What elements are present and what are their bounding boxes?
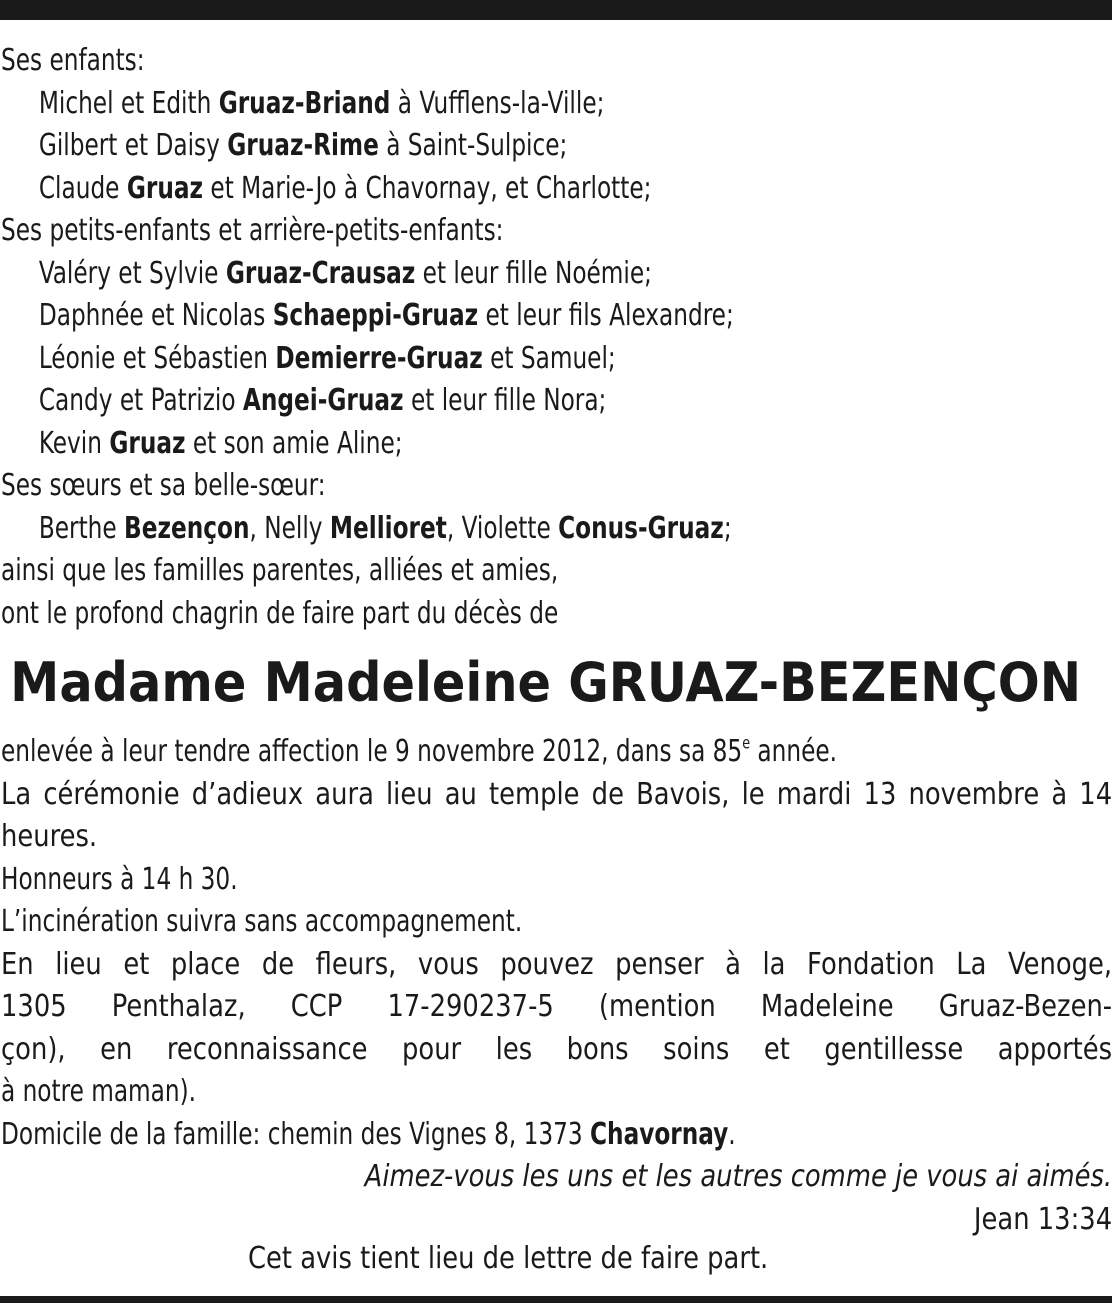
death-text: enlevée à leur tendre affection le 9 novembre 2012, dans sa 85 (1, 734, 743, 769)
death-text-end: année. (750, 734, 838, 769)
entry-rest: à Vufflens-la-Ville; (390, 85, 605, 121)
grandchild-entry (1, 253, 954, 296)
given-names: Claude (38, 170, 127, 206)
surname: Gruaz-Rime (227, 128, 379, 163)
child-entry (1, 125, 954, 168)
entry-rest: à Saint-Sulpice; (378, 128, 568, 163)
footer-note: Cet avis tient lieu de lettre de faire part. (248, 1241, 769, 1276)
entry-rest: et son amie Aline; (185, 425, 403, 461)
donation-line: En lieu et place de fleurs, vous pouvez penser à la Fondation La Venoge, (1, 946, 1112, 982)
grandchild-entry (1, 295, 954, 338)
domicile-line (1, 1114, 954, 1157)
given-names: Gilbert et Daisy (38, 128, 228, 163)
given-names: Kevin (38, 425, 110, 461)
children-heading: Ses enfants: (1, 43, 145, 78)
donation-line: çon), en reconnaissance pour les bons soins et gentillesse apportés (1, 1031, 1112, 1067)
donation-line: 1305 Penthalaz, CCP 17-290237-5 (mention Madeleine Gruaz-Bezen- (1, 989, 1112, 1024)
entry-rest: et Marie-Jo à Chavornay, et Charlotte; (203, 170, 652, 206)
obituary-notice (1, 40, 1112, 1241)
given-names: Michel et Edith (38, 85, 219, 121)
punctuation: . (728, 1116, 736, 1152)
child-entry (1, 168, 954, 211)
child-entry (1, 83, 954, 126)
surname: Mellioret (329, 510, 447, 546)
given-name: Berthe (38, 510, 125, 546)
cremation-line: L’incinération suivra sans accompagnement. (1, 904, 523, 939)
families-line: ainsi que les familles parentes, alliées et amies, (1, 553, 559, 588)
surname: Gruaz-Briand (218, 85, 391, 121)
entry-rest: et leur fils Alexandre; (478, 298, 734, 333)
deceased-name: Madame Madeleine GRUAZ-BEZENÇON (10, 651, 1082, 714)
surname: Bezençon (124, 510, 250, 546)
entry-rest: et leur fille Noémie; (415, 255, 652, 291)
entry-rest: et leur fille Nora; (403, 383, 607, 418)
surname: Angei-Gruaz (242, 383, 404, 418)
given-names: Daphnée et Nicolas (38, 298, 273, 333)
surname: Conus-Gruaz (558, 510, 724, 546)
grandchild-entry (1, 423, 954, 466)
grandchild-entry (1, 380, 954, 423)
announcement-line: ont le profond chagrin de faire part du décès de (1, 595, 559, 631)
honours-line: Honneurs à 14 h 30. (1, 861, 238, 897)
surname: Demierre-Gruaz (275, 340, 483, 376)
entry-rest: et Samuel; (482, 340, 616, 376)
siblings-heading: Ses sœurs et sa belle-sœur: (1, 468, 326, 503)
surname: Gruaz (126, 170, 204, 206)
donation-line: à notre maman). (1, 1074, 197, 1109)
surname: Schaeppi-Gruaz (272, 298, 479, 333)
given-name: , Nelly (249, 510, 330, 546)
surname: Gruaz (109, 425, 186, 461)
bible-reference: Jean 13:34 (973, 1201, 1112, 1237)
given-name: , Violette (446, 510, 559, 546)
given-names: Candy et Patrizio (38, 383, 243, 418)
grandchildren-heading: Ses petits-enfants et arrière-petits-enfants: (1, 213, 504, 248)
siblings-entry (1, 508, 954, 551)
death-line (1, 731, 954, 774)
ceremony-paragraph: La cérémonie d’adieux aura lieu au temple de Bavois, le mardi 13 novembre à 14 heures. (1, 776, 1112, 854)
surname: Gruaz-Crausaz (225, 255, 416, 291)
given-names: Léonie et Sébastien (38, 340, 276, 376)
top-rule (0, 0, 1112, 20)
bible-quote: Aimez-vous les uns et les autres comme je vous ai aimés. (364, 1159, 1112, 1194)
domicile-address: Domicile de la famille: chemin des Vignes 8, 1373 (1, 1116, 591, 1152)
punctuation: ; (723, 510, 732, 546)
domicile-town: Chavornay (590, 1116, 729, 1152)
grandchild-entry (1, 338, 954, 381)
ordinal-suffix: e (742, 733, 751, 753)
given-names: Valéry et Sylvie (38, 255, 226, 291)
bottom-rule (0, 1296, 1112, 1303)
